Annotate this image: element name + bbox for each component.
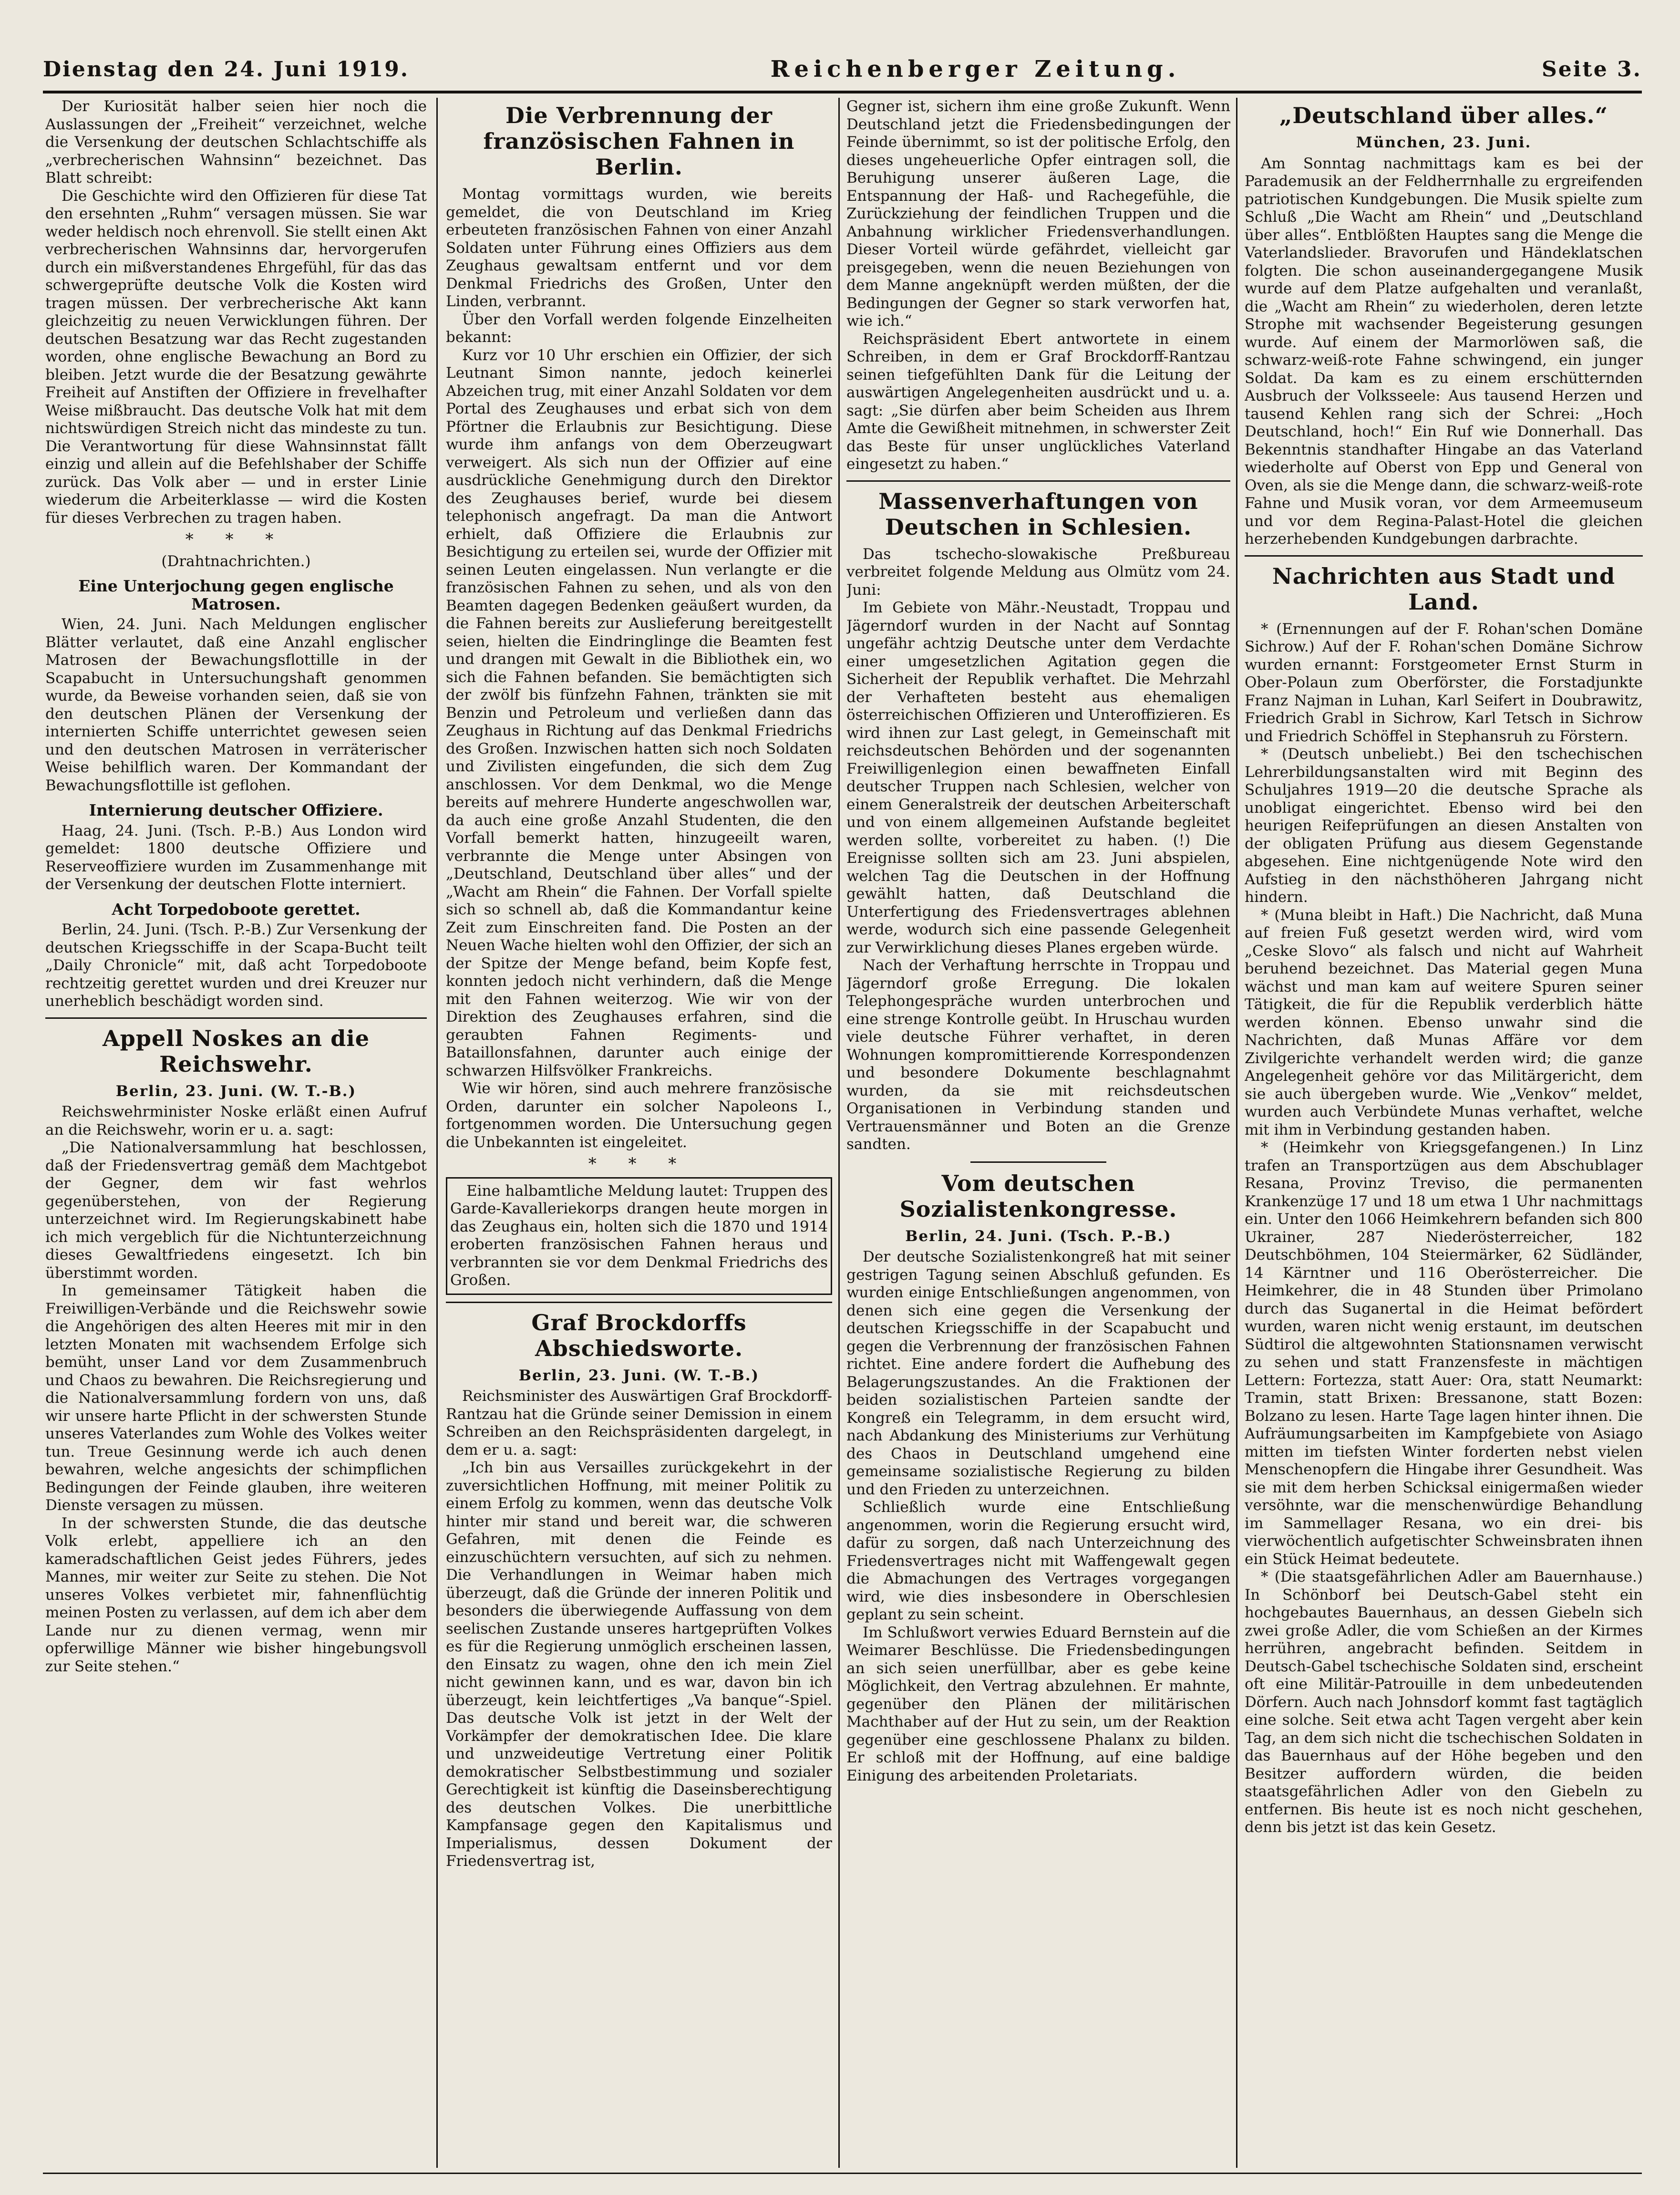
section-separator: * * * bbox=[185, 530, 287, 549]
article-paragraph: Im Schlußwort verwies Eduard Bernstein auf die Weimarer Beschlüsse. Die Friedensbedingungen an sich seien unerfüllbar, aber es gebe keine Möglichkeit, den Vertrag abzulehnen. Er mahnte, gegenüber den Plänen der militärischen Machthaber auf der Hut zu sein, um der Reaktion gegenüber eine geschlossene Phalanx zu bilden. Er schloß mit der Hoffnung, auf eine baldige Einigung des arbeitenden Proletariats. bbox=[846, 1624, 1230, 1784]
column-divider bbox=[838, 98, 840, 2168]
article-rule bbox=[846, 480, 1230, 482]
article-headline: Graf Brockdorffs Abschiedsworte. bbox=[531, 1309, 747, 1361]
article-dateline: München, 23. Juni. bbox=[1356, 134, 1532, 151]
column-3 bbox=[846, 98, 1230, 2168]
article-paragraph: Reichswehrminister Noske erläßt einen Aufruf an die Reichswehr, worin er u. a. sagt: bbox=[45, 1103, 427, 1139]
header-rule bbox=[43, 91, 1642, 93]
article-subheading: Acht Torpedoboote gerettet. bbox=[112, 900, 361, 919]
article-paragraph: Nach der Verhaftung herrschte in Troppau und Jägerndorf große Erregung. Die lokalen Telephongespräche wurden unterbrochen und eine strenge Kontrolle geübt. In Hruschau wurden viele deutsche Führer verhaftet, in deren Wohnungen kompromittierende Korrespondenzen und besondere Dokumente beschlagnahmt wurden, da sie mit reichsdeutschen Organisationen in Verbindung standen und Vertrauensmänner und Boten an die Grenze sandten. bbox=[846, 957, 1230, 1153]
page-number: Seite 3. bbox=[1541, 57, 1642, 82]
article-paragraph: In der schwersten Stunde, die das deutsche Volk erlebt, appelliere ich an den kameradschaftlichen Geist jedes Führers, jedes Mannes, mir weiter zur Seite zu stehen. Die Not unseres Volkes verbietet mir, fahnenflüchtig meinen Posten zu verlassen, auf dem ich aber dem Lande nur zu dienen vermag, wenn mir opferwillige Männer wie bisher hingebungsvoll zur Seite stehen.“ bbox=[45, 1514, 427, 1675]
article-paragraph: Schließlich wurde eine Entschließung angenommen, worin die Regierung ersucht wird, dafür zu sorgen, daß nach Unterzeichnung des Friedensvertrages nicht mit Waffengewalt gegen die Abmachungen des Vertrages vorgegangen wird, wie dies insbesondere in Oberschlesien geplant zu sein scheint. bbox=[846, 1499, 1230, 1623]
article-paragraph: Haag, 24. Juni. (Tsch. P.-B.) Aus London wird gemeldet: 1800 deutsche Offiziere und Reserveoffiziere wurden im Zusammenhange mit der Versenkung der deutschen Flotte interniert. bbox=[45, 822, 427, 893]
article-headline: Massenverhaftungen von Deutschen in Schlesien. bbox=[878, 488, 1198, 540]
article-paragraph: Wien, 24. Juni. Nach Meldungen englischer Blätter verlautet, daß eine Anzahl englischer Matrosen der Bewachungsflottille in der Scapabucht in Untersuchungshaft genommen wurde, da Beweise vorhanden seien, daß sie von den deutschen Plänen der Versenkung der internierten Schiffe unterrichtet gewesen seien und den deutschen Matrosen in verräterischer Weise behilflich waren. Der Kommandant der Bewachungsflottille ist geflohen. bbox=[45, 616, 427, 794]
article-paragraph: * (Deutsch unbeliebt.) Bei den tschechischen Lehrerbildungsanstalten wird mit Beginn des Schuljahres 1919—20 die deutsche Sprache als unobligat eingerichtet. Ebenso wird bei den heurigen Reifeprüfungen an diesen Anstalten von der obligaten Prüfung aus diesem Gegenstande abgesehen. Eine nichtgenügende Note wird den Aufstieg in den nächsthöheren Jahrgang nicht hindern. bbox=[1245, 745, 1643, 906]
article-paragraph: Kurz vor 10 Uhr erschien ein Offizier, der sich Leutnant Simon nannte, jedoch keinerlei Abzeichen trug, mit einer Anzahl Soldaten vor dem Portal des Zeughauses und erbat sich von dem Pförtner die Erlaubnis zur Besichtigung. Diese wurde ihm anfangs von dem Oberzeugwart verweigert. Als sich nun der Offizier auf eine ausdrückliche Genehmigung durch den Direktor des Zeughauses berief, wurde bei diesem telephonisch angefragt. Da man die Antwort erhielt, daß Offiziere die Erlaubnis zur Besichtigung zu erteilen sei, wurde der Offizier mit seinen Leuten eingelassen. Nun verlangte er die französischen Fahnen zu sehen, und als von den Beamten dagegen Bedenken geäußert wurden, da die Fahnen bereits zur Auslieferung bereitgestellt seien, hielten die Eindringlinge die Beamten fest und drangen mit Gewalt in die Bibliothek ein, wo sich die Fahnen befanden. Sie bemächtigten sich der zwölf bis fünfzehn Fahnen, tränkten sie mit Benzin und Petroleum und verließen dann das Zeughaus in Richtung auf das Denkmal Friedrichs des Großen. Inzwischen hatten sich noch Soldaten und Zivilisten eingefunden, die sich dem Zug anschlossen. Vor dem Denkmal, wo die Menge bereits auf mehrere Hunderte angeschwollen war, da auch eine große Anzahl Studenten, die den Vorfall bemerkt hatten, hinzugeeilt waren, verbrannte die Menge unter Absingen von „Deutschland, Deutschland über alles“ und der „Wacht am Rhein“ die Fahnen. Der Vorfall spielte sich so schnell ab, daß die Kommandantur keine Zeit zum Einschreiten fand. Die Posten an der Neuen Wache hielten wohl den Offizier, der sich an der Spitze der Menge befand, beim Kopfe fest, konnten jedoch nicht verhindern, daß die Menge mit den Fahnen weiterzog. Wie wir von der Direktion des Zeughauses erfahren, sind die geraubten Fahnen Regiments- und Bataillonsfahnen, darunter auch einige der schwarzen Hilfsvölker Frankreichs. bbox=[446, 346, 832, 1079]
article-headline: Die Verbrennung der französischen Fahnen in Berlin. bbox=[483, 103, 795, 180]
article-paragraph: * (Muna bleibt in Haft.) Die Nachricht, daß Muna auf freien Fuß gesetzt werden wird, wird vom „Ceske Slovo“ als falsch und nicht auf Wahrheit beruhend bezeichnet. Das Material gegen Muna wächst und man kam auf weitere Spuren seiner Tätigkeit, die für die Republik verderblich hätte werden können. Ebenso unwahr sind die Nachrichten, daß Munas Affäre vor dem Zivilgerichte verhandelt werden wird; die ganze Angelegenheit gehöre vor das Militärgericht, dem sie auch übergeben wurde. Wie „Venkov“ meldet, wurden auch Verbündete Munas verhaftet, welche mit ihm in Verbindung gestanden haben. bbox=[1245, 906, 1643, 1139]
article-paragraph: Reichspräsident Ebert antwortete in einem Schreiben, in dem er Graf Brockdorff-Rantzau seinen tiefgefühlten Dank für die Leitung der auswärtigen Angelegenheiten ausdrückt und u. a. sagt: „Sie dürfen aber beim Scheiden aus Ihrem Amte die Gewißheit mitnehmen, in schwerster Zeit das Beste für unser unglückliches Vaterland eingesetzt zu haben.“ bbox=[846, 330, 1230, 473]
column-divider bbox=[1236, 98, 1237, 2168]
article-paragraph: Wie wir hören, sind auch mehrere französische Orden, darunter ein solcher Napoleons I., fortgenommen worden. Die Untersuchung gegen die Unbekannten ist eingeleitet. bbox=[446, 1080, 832, 1151]
footer-rule bbox=[43, 2173, 1642, 2174]
article-paragraph: Über den Vorfall werden folgende Einzelheiten bekannt: bbox=[446, 311, 832, 346]
article-dateline: Berlin, 23. Juni. (W. T.-B.) bbox=[518, 1367, 760, 1384]
column-4 bbox=[1245, 98, 1643, 2168]
article-paragraph: Im Gebiete von Mähr.-Neustadt, Troppau und Jägerndorf wurden in der Nacht auf Sonntag ungefähr achtzig Deutsche unter dem Verdachte einer umgesetzlichen Agitation gegen die Sicherheit der Republik verhaftet. Die Mehrzahl der Verhafteten besteht aus ehemaligen österreichischen Offizieren und Unteroffizieren. Es wird ihnen zur Last gelegt, in Gemeinschaft mit reichsdeutschen Behörden und der sogenannten Freiwilligenlegion einen bewaffneten Einfall deutscher Truppen nach Schlesien, welcher von einem Generalstreik der deutschen Arbeiterschaft und von einem allgemeinen Aufstande begleitet werden sollte, vorbereitet zu haben. (!) Die Ereignisse sollten sich am 23. Juni abspielen, welchen Tag die Deutschen in der Hoffnung gewählt hatten, daß Deutschland die Unterfertigung des Friedensvertrages ablehnen werde, wodurch sich eine passende Gelegenheit zur Verwirklichung dieses Planes ergeben würde. bbox=[846, 599, 1230, 956]
article-subheading: Eine Unterjochung gegen englische Matrosen. bbox=[78, 577, 394, 613]
article-paragraph: „Ich bin aus Versailles zurückgekehrt in der zuversichtlichen Hoffnung, mit meiner Politik zu einem Erfolg zu kommen, wenn das deutsche Volk hinter mir stand und bereit war, die schweren Gefahren, mit denen die Feinde es einzuschüchtern versuchten, auf sich zu nehmen. Die Verhandlungen in Weimar haben mich überzeugt, daß die Gründe der inneren Politik und besonders die überwiegende Auffassung von dem seelischen Zustande unseres hartgeprüften Volkes es für die Regierung unmöglich erscheinen lassen, den Einsatz zu wagen, ohne den ich mein Ziel nicht gewinnen kann, und es war, davon bin ich überzeugt, kein leichtfertiges „Va banque“-Spiel. Das deutsche Volk ist jetzt in der Welt der Vorkämpfer der demokratischen Idee. Die klare und unzweideutige Vertretung einer Politik demokratischer Selbstbestimmung und sozialer Gerechtigkeit ist künftig die Daseinsberechtigung des deutschen Volkes. Die unerbittliche Kampfansage gegen den Kapitalismus und Imperialismus, dessen Dokument der Friedensvertrag ist, bbox=[446, 1459, 832, 1870]
article-paragraph: Berlin, 24. Juni. (Tsch. P.-B.) Zur Versenkung der deutschen Kriegsschiffe in der Scapa-Bucht teilt „Daily Chronicle“ mit, daß acht Torpedoboote rechtzeitig gerettet wurden und drei Kreuzer nur unerheblich beschädigt worden sind. bbox=[45, 921, 427, 1010]
section-label: (Drahtnachrichten.) bbox=[161, 552, 311, 570]
article-subheading: Internierung deutscher Offiziere. bbox=[89, 801, 383, 819]
boxed-notice bbox=[446, 1177, 832, 1295]
column-1 bbox=[45, 98, 427, 2168]
article-paragraph: Reichsminister des Auswärtigen Graf Brockdorff-Rantzau hat die Gründe seiner Demission in einem Schreiben an den Reichspräsidenten dargelegt, in dem er u. a. sagt: bbox=[446, 1387, 832, 1459]
newspaper-name: Reichenberger Zeitung. bbox=[770, 56, 1181, 83]
column-divider bbox=[436, 98, 438, 2168]
article-dateline: Berlin, 23. Juni. (W. T.-B.) bbox=[115, 1082, 357, 1100]
article-rule bbox=[1245, 555, 1643, 557]
article-headline: „Deutschland über alles.“ bbox=[1279, 103, 1608, 128]
article-rule bbox=[446, 1302, 832, 1303]
article-paragraph: * (Die staatsgefährlichen Adler am Bauernhause.) In Schönborf bei Deutsch-Gabel steht ein hochgebautes Bauernhaus, an dessen Giebeln sich zwei große Adler, die vom Schießen an der Kirmes herrühren, angebracht befinden. Seitdem in Deutsch-Gabel tschechische Soldaten sind, erscheint oft eine Militär-Patrouille in dem unbedeutenden Dörfern. Auch nach Johnsdorf kommt fast tagtäglich eine solche. Seit etwa acht Tagen vergeht aber kein Tag, an dem sich nicht die tschechischen Soldaten in das Bauernhaus auf der Höhe begeben und den Besitzer auffordern würden, die beiden staatsgefährlichen Adler von den Giebeln zu entfernen. Bis heute ist es noch nicht geschehen, denn bis jetzt ist das kein Gesetz. bbox=[1245, 1568, 1643, 1836]
article-paragraph: * (Ernennungen auf der F. Rohan'schen Domäne Sichrow.) Auf der F. Rohan'schen Domäne Sichrow wurden ernannt: Forstgeometer Ernst Sturm in Ober-Polaun zum Oberförster, die Forstadjunkte Franz Najman in Luhan, Karl Seifert in Doubrawitz, Friedrich Grabl in Sichrow, Karl Tetsch in Sichrow und Friedrich Schöffel in Stephansruh zu Förstern. bbox=[1245, 620, 1643, 745]
article-rule bbox=[45, 1017, 427, 1019]
article-rule bbox=[970, 1161, 1106, 1163]
article-paragraph: Der Kuriosität halber seien hier noch die Auslassungen der „Freiheit“ verzeichnet, welche die Versenkung der deutschen Schlachtschiffe als „verbrecherischen Wahnsinn“ bezeichnet. Das Blatt schreibt: bbox=[45, 98, 427, 186]
article-paragraph: Am Sonntag nachmittags kam es bei der Parademusik an der Feldherrnhalle zu ergreifenden patriotischen Kundgebungen. Die Musik spielte zum Schluß „Die Wacht am Rhein“ und „Deutschland über alles“. Entblößten Hauptes sang die Menge die Vaterlandslieder. Bravorufen und Händeklatschen folgten. Die schon auseinandergegangene Musik wurde auf dem Platze aufgehalten und veranlaßt, die „Wacht am Rhein“ zu wiederholen, deren letzte Strophe mit wachsender Begeisterung gesungen wurde. Auf einem der Marmorlöwen saß, die schwarz-weiß-rote Fahne schwingend, ein junger Soldat. Da kam es zu einem erschütternden Ausbruch der Volksseele: Aus tausend Herzen und tausend Kehlen rang sich der Schrei: „Hoch Deutschland, hoch!“ Ein Ruf wie Donnerhall. Das Bekenntnis standhafter Hingabe an das Vaterland wiederholte auf Oberst von Epp und General von Oven, als sie die Menge dann, die schwarz-weiß-rote Fahne und Musik voran, vor dem Armeemuseum und vor dem Regina-Palast-Hotel die gleichen herzerhebenden Kundgebungen darbrachte. bbox=[1245, 155, 1643, 548]
article-paragraph: „Die Nationalversammlung hat beschlossen, daß der Friedensvertrag gemäß dem Machtgebot der Gegner, dem wir fast wehrlos gegenüberstehen, von der Regierung unterzeichnet wird. Im Regierungskabinett habe ich mich vergeblich für die Nichtunterzeichnung dieses Gewaltfriedens eingesetzt. Ich bin überstimmt worden. bbox=[45, 1139, 427, 1282]
article-paragraph: In gemeinsamer Tätigkeit haben die Freiwilligen-Verbände und die Reichswehr sowie die Angehörigen des alten Heeres mit mir in den letzten Monaten mit wachsendem Erfolge sich bemüht, unser Land vor dem Zusammenbruch und Chaos zu bewahren. Die Reichsregierung und die Nationalversammlung fordern von uns, daß wir unsere harte Pflicht in der schwersten Stunde unseres Vaterlandes zum Wohle des Volkes weiter tun. Treue Gesinnung werde ich auch denen bewahren, welche angesichts der schimpflichen Bedingungen der Feinde glauben, ihre weiteren Dienste versagen zu müssen. bbox=[45, 1282, 427, 1514]
article-dateline: Berlin, 24. Juni. (Tsch. P.-B.) bbox=[905, 1227, 1172, 1245]
header-date: Dienstag den 24. Juni 1919. bbox=[43, 57, 410, 82]
article-headline: Vom deutschen Sozialistenkongresse. bbox=[899, 1170, 1177, 1222]
article-paragraph: Montag vormittags wurden, wie bereits gemeldet, die von Deutschland im Krieg erbeuteten französischen Fahnen von einer Anzahl Soldaten unter Führung eines Offiziers aus dem Zeughaus gewaltsam entfernt und vor dem Denkmal Friedrichs des Großen, Unter den Linden, verbrannt. bbox=[446, 186, 832, 310]
section-separator: * * * bbox=[588, 1154, 690, 1173]
article-paragraph: Der deutsche Sozialistenkongreß hat mit seiner gestrigen Tagung seinen Abschluß gefunden. Es wurden einige Entschließungen angenommen, von denen sich eine gegen die Versenkung der deutschen Kriegsschiffe in der Scapabucht und gegen die Verbrennung der französischen Fahnen richtet. Eine andere fordert die Aufhebung des Belagerungszustandes. An die Fraktionen der beiden sozialistischen Parteien sandte der Kongreß ein Telegramm, in dem ersucht wird, nach Abdankung des Ministeriums zur Verhütung des Chaos in Deutschland umgehend eine gemeinsame sozialistische Regierung zu bilden und den Frieden zu unterzeichnen. bbox=[846, 1248, 1230, 1498]
article-paragraph: * (Heimkehr von Kriegsgefangenen.) In Linz trafen an Transportzügen aus dem Abschublager Resana, Provinz Treviso, die permanenten Krankenzüge 17 und 18 um etwa 1 Uhr nachmittags ein. Unter den 1066 Heimkehrern befanden sich 800 Ukrainer, 287 Niederösterreicher, 182 Deutschböhmen, 104 Steiermärker, 62 Südländer, 14 Kärntner und 116 Oberösterreicher. Die Heimkehrer, die in 48 Stunden über Primolano durch das Suganertal in die Heimat befördert wurden, waren nicht wenig erstaunt, im deutschen Südtirol die altgewohnten Stationsnamen verwischt zu sehen und statt Franzensfeste in mächtigen Lettern: Fortezza, statt Auer: Ora, statt Neumarkt: Tramin, statt Brixen: Bressanone, statt Bozen: Bolzano zu lesen. Harte Tage lagen hinter ihnen. Die Aufräumungsarbeiten im Kampfgebiete von Asiago mitten im tiefsten Winter forderten nebst vielen Menschenopfern die Hingabe ihrer Gesundheit. Was sie mit dem herben Schicksal einigermaßen wieder versöhnte, war die menschenwürdige Behandlung im Sammellager Resana, wo ein drei- bis vierwöchentlich aufgetischter Schweinsbraten ihnen ein Stück Heimat bedeutete. bbox=[1245, 1139, 1643, 1568]
article-paragraph: Gegner ist, sichern ihm eine große Zukunft. Wenn Deutschland jetzt die Friedensbedingungen der Feinde übernimmt, so ist der politische Erfolg, den dieses ungeheuerliche Opfer eintragen soll, die Beruhigung unserer äußeren Lage, die Entspannung der Haß- und Rachegefühle, die Zurückziehung der feindlichen Truppen und die Anbahnung wirklicher Friedensverhandlungen. Dieser Vorteil würde gefährdet, vielleicht gar preisgegeben, wenn die neuen Beziehungen von dem Manne angeknüpft werden müßten, der die Bedingungen der Gegner so stark verworfen hat, wie ich.“ bbox=[846, 98, 1230, 330]
page-header bbox=[43, 50, 1642, 88]
article-headline: Nachrichten aus Stadt und Land. bbox=[1272, 563, 1616, 615]
article-paragraph: Das tschecho-slowakische Preßbureau verbreitet folgende Meldung aus Olmütz vom 24. Juni: bbox=[846, 545, 1230, 599]
article-headline: Appell Noskes an die Reichswehr. bbox=[102, 1025, 370, 1077]
article-paragraph: Die Geschichte wird den Offizieren für diese Tat den ersehnten „Ruhm“ versagen müssen. Sie war weder heldisch noch ehrenvoll. Sie stellt einen Akt verbrecherischen Wahnsinns dar, hervorgerufen durch ein mißverstandenes Ehrgefühl, für das das schwergeprüfte deutsche Volk die Kosten wird tragen müssen. Der verbrecherische Akt kann gleichzeitig zu neuen Verwicklungen führen. Der deutschen Besatzung war das Recht zugestanden worden, ohne englische Bewachung an Bord zu bleiben. Jetzt wurde die der Besatzung gewährte Freiheit auf Anstiften der Offiziere in frevelhafter Weise mißbraucht. Das deutsche Volk hat mit dem nichtswürdigen Streich nicht das mindeste zu tun. Die Verantwortung für diese Wahnsinnstat fällt einzig und allein auf die Befehlshaber der Schiffe zurück. Das Volk aber — und in erster Linie wiederum die Arbeiterklasse — wird die Kosten für dieses Verbrechen zu tragen haben. bbox=[45, 187, 427, 527]
article-paragraph: Eine halbamtliche Meldung lautet: Truppen des Garde-Kavalleriekorps drangen heute morgen in das Zeughaus ein, holten sich die 1870 und 1914 eroberten französischen Fahnen heraus und verbrannten sie vor dem Denkmal Friedrichs des Großen. bbox=[450, 1182, 828, 1289]
column-2 bbox=[446, 98, 832, 2168]
